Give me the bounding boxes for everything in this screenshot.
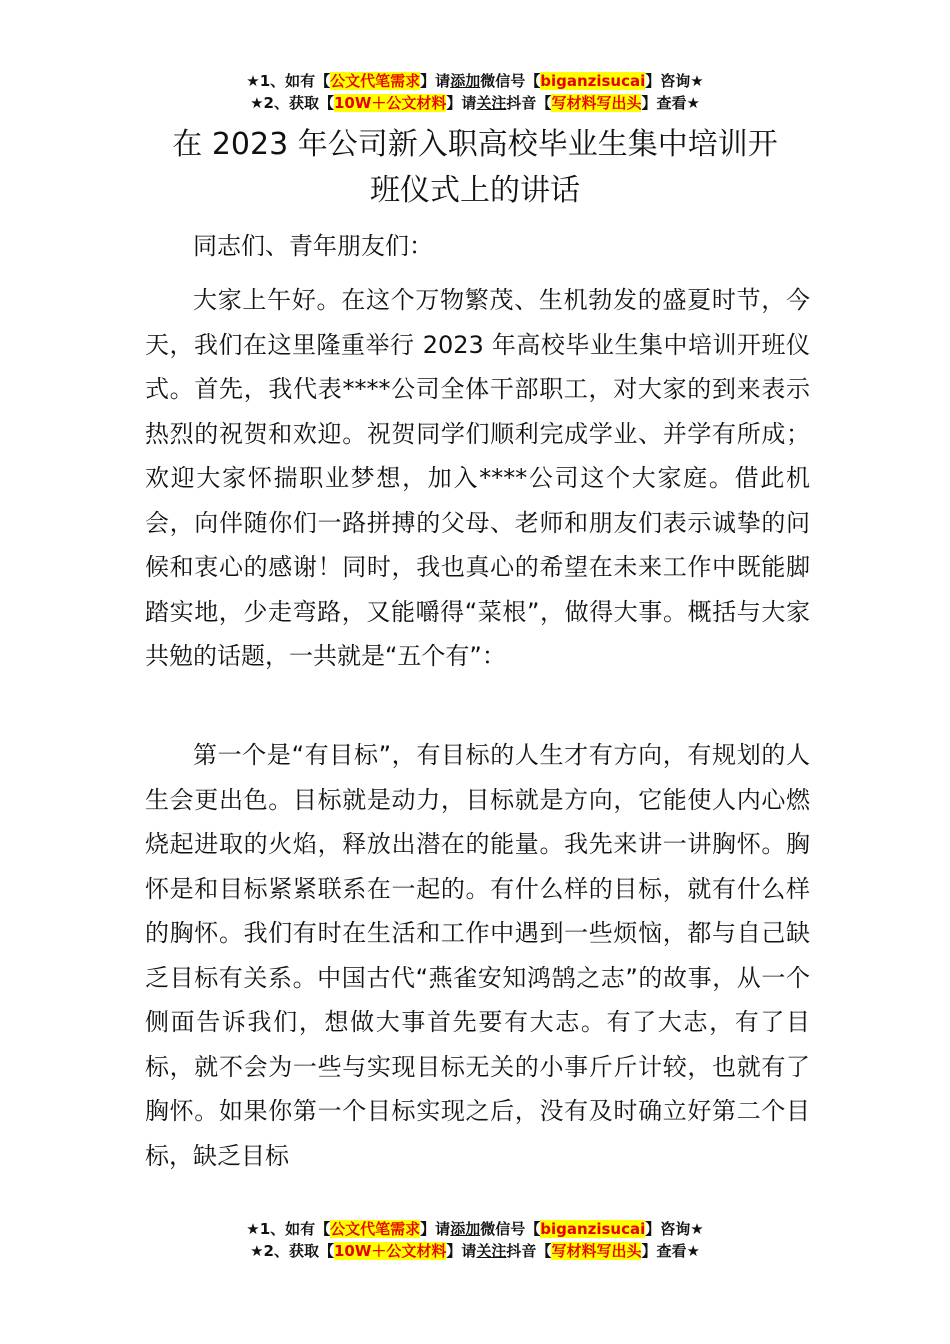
greeting [145, 224, 810, 269]
banner-underline: 添加 [450, 72, 481, 90]
footer-banner [0, 1218, 950, 1262]
greeting-text: 同志们、青年朋友们： [193, 232, 433, 260]
banner-line-1 [0, 1218, 950, 1240]
banner-highlight: biganzisucai [540, 1220, 646, 1238]
banner-text: 微信号【 [480, 72, 541, 90]
banner-text: ★1、如有【 [246, 72, 331, 90]
banner-line-1 [0, 70, 950, 92]
banner-text: 】请 [446, 94, 477, 112]
banner-text: 抖音【 [506, 94, 552, 112]
banner-text: 】请 [446, 1242, 477, 1260]
banner-text: 】咨询★ [645, 72, 704, 90]
banner-highlight: 公文代笔需求 [330, 72, 421, 90]
banner-underline: 关注 [476, 94, 507, 112]
banner-text: 】请 [420, 1220, 451, 1238]
title-line-1: 在 2023 年公司新入职高校毕业生集中培训开 [172, 127, 778, 162]
paragraph-text: 第一个是“有目标”，有目标的人生才有方向，有规划的人生会更出色。目标就是动力，目标就是方向，它能使人内心燃烧起进取的火焰，释放出潜在的能量。我先来讲一讲胸怀。胸怀是和目标紧紧联系在一起的。有什么样的目标，就有什么样的胸怀。我们有时在生活和工作中遇到一些烦恼，都与自己缺乏目标有关系。中国古代“燕雀安知鸿鹄之志”的故事，从一个侧面告诉我们，想做大事首先要有大志。有了大志，有了目标，就不会为一些与实现目标无关的小事斤斤计较，也就有了胸怀。如果你第一个目标实现之后，没有及时确立好第二个目标，缺乏目标 [145, 741, 810, 1170]
paragraph-1 [145, 278, 810, 679]
banner-highlight: biganzisucai [540, 72, 646, 90]
paragraph-2 [145, 733, 810, 1178]
banner-text: 】查看★ [641, 94, 700, 112]
banner-text: 】查看★ [641, 1242, 700, 1260]
paragraph-text: 大家上午好。在这个万物繁茂、生机勃发的盛夏时节，今天，我们在这里隆重举行 2023 年高校毕业生集中培训开班仪式。首先，我代表****公司全体干部职工，对大家的到来表示热烈的祝贺和欢迎。祝贺同学们顺利完成学业、并学有所成；欢迎大家怀揣职业梦想，加入****公司这个大家庭。借此机会，向伴随你们一路拼搏的父母、老师和朋友们表示诚挚的问候和衷心的感谢！同时，我也真心的希望在未来工作中既能脚踏实地，少走弯路，又能嚼得“菜根”，做得大事。概括与大家共勉的话题，一共就是“五个有”： [145, 286, 810, 670]
banner-line-2 [0, 1240, 950, 1262]
banner-text: 抖音【 [506, 1242, 552, 1260]
banner-highlight: 10W＋公文材料 [333, 94, 447, 112]
title-line-2: 班仪式上的讲话 [370, 173, 580, 208]
banner-underline: 添加 [450, 1220, 481, 1238]
banner-highlight: 公文代笔需求 [330, 1220, 421, 1238]
banner-underline: 关注 [476, 1242, 507, 1260]
banner-text: ★2、获取【 [250, 1242, 334, 1260]
document-title [120, 122, 830, 214]
banner-text: 】咨询★ [645, 1220, 704, 1238]
banner-highlight: 写材料写出头 [551, 94, 642, 112]
banner-text: ★2、获取【 [250, 94, 334, 112]
banner-text: 】请 [420, 72, 451, 90]
banner-highlight: 10W＋公文材料 [333, 1242, 447, 1260]
banner-highlight: 写材料写出头 [551, 1242, 642, 1260]
banner-text: ★1、如有【 [246, 1220, 331, 1238]
banner-line-2 [0, 92, 950, 114]
header-banner [0, 70, 950, 114]
banner-text: 微信号【 [480, 1220, 541, 1238]
